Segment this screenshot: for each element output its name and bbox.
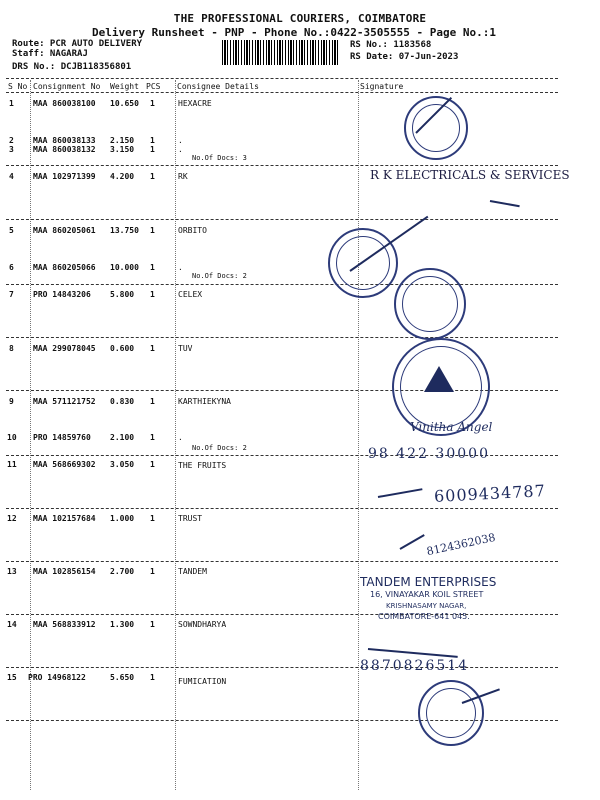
column-divider [30,80,31,790]
row-consignee: ORBITO [178,226,207,235]
signature-9: Vinitha Angel [410,420,493,434]
row-consignment: PRO 14968122 [28,673,86,682]
handwritten-phone-11: 98 422 30000 [368,446,490,462]
row-sno: 1 [9,99,14,108]
row-pcs: 1 [150,172,155,181]
row-sno: 8 [9,344,14,353]
row-pcs: 1 [150,514,155,523]
row-sno: 2 [9,136,14,145]
col-consignment: Consignment No [33,82,101,91]
row-pcs: 1 [150,145,155,154]
col-weight: Weight [110,82,139,91]
staff-label: Staff: NAGARAJ [12,49,88,59]
row-consignee: KARTHIEKYNA [178,397,231,406]
row-consignment: MAA 860205066 [33,263,96,272]
row-docs: No.Of Docs: 2 [192,272,247,280]
rk-stamp-text: R K ELECTRICALS & SERVICES [370,168,570,182]
row-weight: 3.150 [110,145,135,154]
col-signature: Signature [360,82,404,91]
row-consignment: MAA 102856154 [33,567,96,576]
row-consignment: PRO 14843206 [33,290,91,299]
row-pcs: 1 [150,397,155,406]
row-consignment: MAA 860205061 [33,226,96,235]
row-divider [6,284,558,285]
row-sno: 11 [7,460,17,469]
row-sno: 14 [7,620,17,629]
tandem-stamp-address-1: 16, VINAYAKAR KOIL STREET [370,590,484,599]
row-weight: 1.300 [110,620,135,629]
row-weight: 10.650 [110,99,139,108]
rs-number: RS No.: 1183568 [350,40,432,50]
handwritten-phone-13: 8124362038 [425,530,497,559]
row-weight: 4.200 [110,172,135,181]
row-divider [6,337,558,338]
row-docs: No.Of Docs: 3 [192,154,247,162]
row-weight: 5.800 [110,290,135,299]
row-divider [6,614,558,615]
row-sno: 3 [9,145,14,154]
row-pcs: 1 [150,567,155,576]
row-divider [6,508,558,509]
row-consignee: TRUST [178,514,203,523]
row-consignment: MAA 860038132 [33,145,96,154]
column-divider [358,80,359,790]
row-weight: 1.000 [110,514,135,523]
row-consignee: HEXACRE [178,99,212,108]
row-consignment: MAA 571121752 [33,397,96,406]
row-consignee: THE FRUITS [178,461,227,470]
row-sno: 4 [9,172,14,181]
row-weight: 3.050 [110,460,135,469]
row-consignment: MAA 299078045 [33,344,96,353]
tandem-stamp-address-2: KRISHNASAMY NAGAR, [386,602,467,610]
row-consignee: . [178,263,183,272]
row-consignee: SOWNDHARYA [178,620,227,629]
company-stamp-4 [418,680,484,746]
signature-scribble [490,200,520,207]
runsheet-subtitle: Delivery Runsheet - PNP - Phone No.:0422-3505555 - Page No.:1 [92,26,496,39]
row-sno: 10 [7,433,17,442]
row-consignee: TUV [178,344,193,353]
row-consignee: FUMICATION [178,677,227,686]
row-pcs: 1 [150,433,155,442]
row-sno: 7 [9,290,14,299]
row-pcs: 1 [150,460,155,469]
tandem-stamp-address-3: COIMBATORE-641 045. [378,612,470,621]
row-consignee: TANDEM [178,567,207,576]
row-weight: 2.700 [110,567,135,576]
row-weight: 0.830 [110,397,135,406]
row-divider [6,667,558,668]
header-rule-top [6,78,558,79]
signature-scribble [368,648,458,658]
row-weight: 13.750 [110,226,139,235]
drs-number: DRS No.: DCJB118356801 [12,62,132,72]
company-stamp-1 [404,96,468,160]
tandem-stamp-name: TANDEM ENTERPRISES [360,575,497,589]
col-pcs: PCS [146,82,161,91]
row-pcs: 1 [150,290,155,299]
row-consignee: RK [178,172,188,181]
row-sno: 6 [9,263,14,272]
row-divider [6,219,558,220]
row-consignee: CELEX [178,290,203,299]
row-consignment: MAA 860038100 [33,99,96,108]
row-sno: 15 [7,673,17,682]
row-pcs: 1 [150,620,155,629]
signature-scribble [400,534,425,550]
handwritten-phone-14: 8870826514 [360,658,470,674]
row-pcs: 1 [150,99,155,108]
col-consignee: Consignee Details [177,82,259,91]
barcode [222,40,340,65]
row-consignment: MAA 102157684 [33,514,96,523]
row-weight: 10.000 [110,263,139,272]
company-stamp-3 [394,268,466,340]
row-weight: 0.600 [110,344,135,353]
header-rule-bottom [6,92,558,93]
row-divider [6,165,558,166]
row-pcs: 1 [150,344,155,353]
route-label: Route: PCR AUTO DELIVERY [12,39,143,49]
row-consignee: . [178,433,183,442]
tuv-logo-icon [424,366,454,392]
row-pcs: 1 [150,226,155,235]
row-pcs: 1 [150,136,155,145]
row-consignee: . [178,136,183,145]
rs-date: RS Date: 07-Jun-2023 [350,52,459,62]
row-consignment: MAA 860038133 [33,136,96,145]
row-sno: 13 [7,567,17,576]
row-weight: 5.650 [110,673,135,682]
row-pcs: 1 [150,673,155,682]
row-weight: 2.150 [110,136,135,145]
row-consignment: MAA 568833912 [33,620,96,629]
column-divider [175,80,176,790]
row-docs: No.Of Docs: 2 [192,444,247,452]
row-consignment: MAA 568669302 [33,460,96,469]
row-sno: 12 [7,514,17,523]
row-weight: 2.100 [110,433,135,442]
row-sno: 5 [9,226,14,235]
signature-scribble [378,488,423,498]
col-sno: S No [8,82,28,91]
row-consignment: MAA 102971399 [33,172,96,181]
row-divider [6,561,558,562]
row-consignment: PRO 14859760 [33,433,91,442]
row-pcs: 1 [150,263,155,272]
handwritten-phone-12: 6009434787 [433,481,547,506]
row-consignee: . [178,145,183,154]
row-sno: 9 [9,397,14,406]
company-title: THE PROFESSIONAL COURIERS, COIMBATORE [173,12,427,25]
